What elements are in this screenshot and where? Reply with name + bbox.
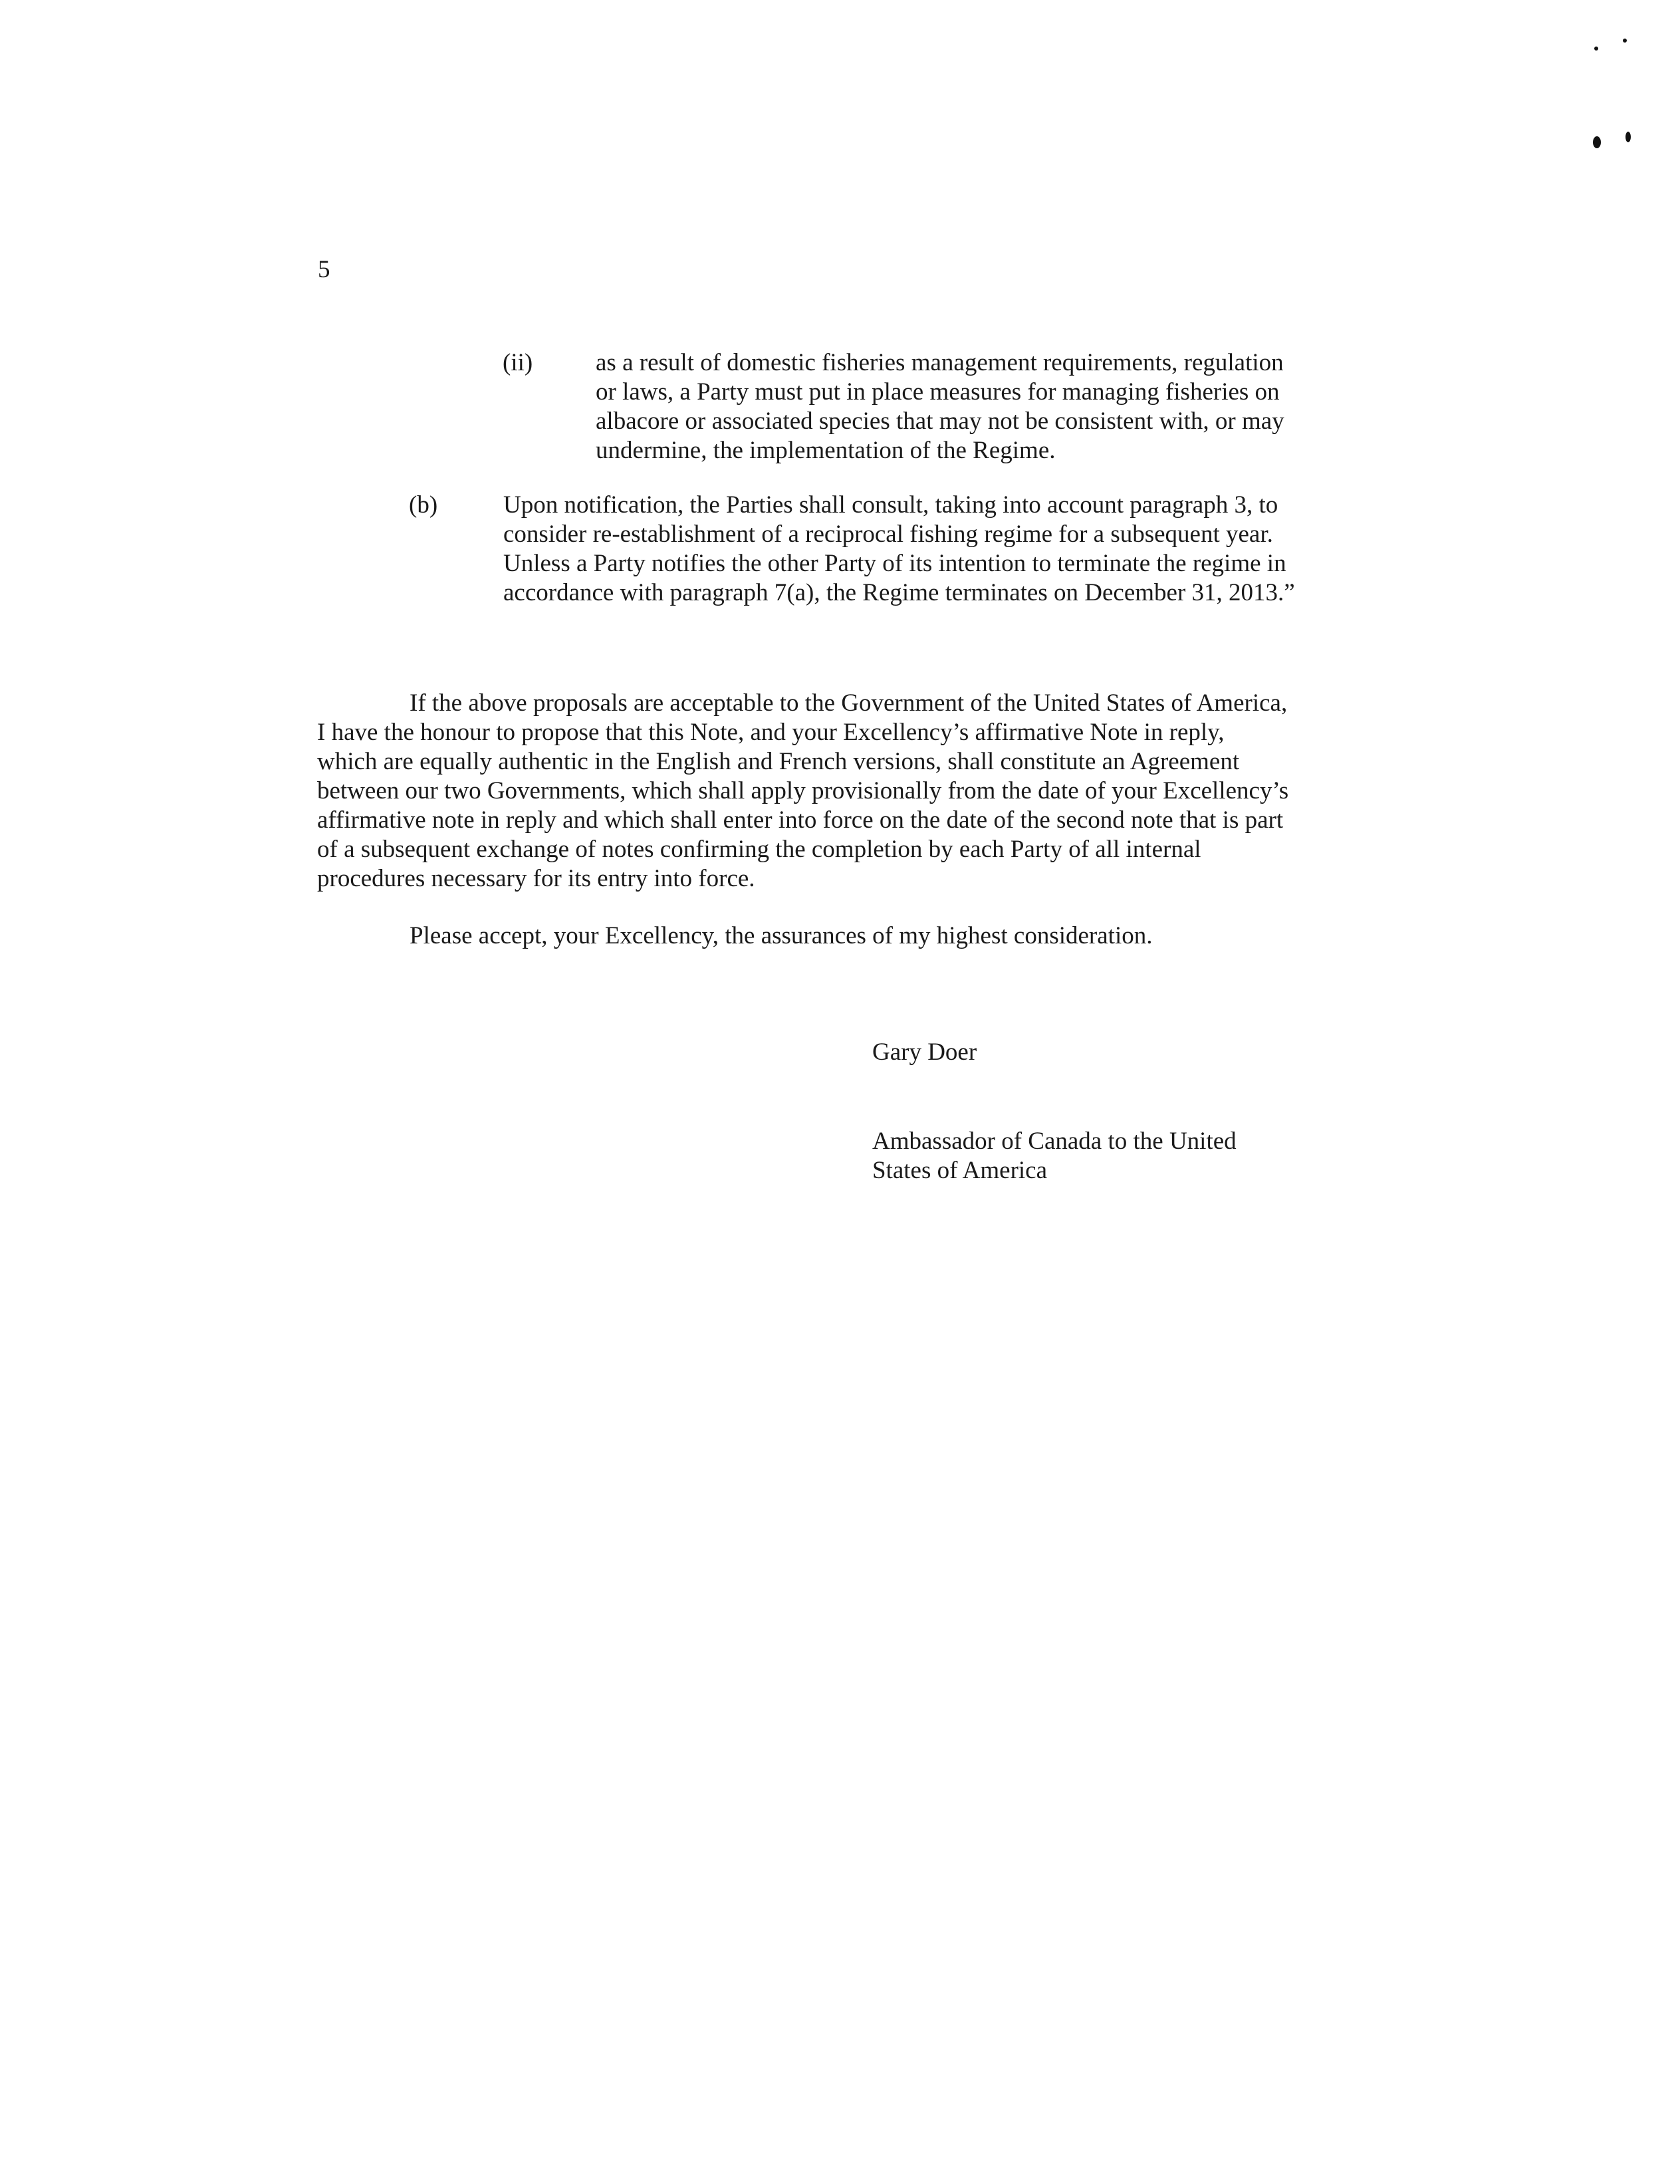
text-line: between our two Governments, which shall apply provisionally from the date of your Excellency’s bbox=[317, 777, 1289, 804]
scan-speck bbox=[1623, 39, 1627, 43]
signatory-title bbox=[872, 1127, 1237, 1185]
main-paragraph bbox=[317, 689, 1354, 894]
list-marker: (b) bbox=[409, 491, 438, 519]
list-item-text bbox=[503, 491, 1381, 608]
scan-speck bbox=[1594, 47, 1598, 51]
text-line: Upon notification, the Parties shall consult, taking into account paragraph 3, to bbox=[503, 491, 1278, 519]
text-line: accordance with paragraph 7(a), the Regime terminates on December 31, 2013.” bbox=[503, 579, 1295, 606]
text-line: which are equally authentic in the English and French versions, shall constitute an Agreement bbox=[317, 748, 1240, 775]
text-line: albacore or associated species that may not be consistent with, or may bbox=[596, 408, 1284, 435]
scan-speck bbox=[1593, 136, 1601, 148]
text-line: or laws, a Party must put in place measures for managing fisheries on bbox=[596, 378, 1280, 406]
text-line: as a result of domestic fisheries management requirements, regulation bbox=[596, 349, 1284, 376]
text-line: undermine, the implementation of the Regime. bbox=[596, 437, 1056, 464]
text-line: Unless a Party notifies the other Party of its intention to terminate the regime in bbox=[503, 550, 1286, 577]
list-item-text bbox=[596, 348, 1367, 465]
text-line: I have the honour to propose that this Note, and your Excellency’s affirmative Note in reply, bbox=[317, 719, 1225, 746]
scan-speck bbox=[1625, 132, 1631, 142]
text-line: procedures necessary for its entry into force. bbox=[317, 865, 755, 892]
text-line: Ambassador of Canada to the United bbox=[872, 1128, 1237, 1155]
page-number: 5 bbox=[318, 256, 330, 283]
text-line: If the above proposals are acceptable to the Government of the United States of America, bbox=[410, 689, 1288, 717]
text-line: affirmative note in reply and which shall enter into force on the date of the second note that is part bbox=[317, 806, 1284, 834]
signatory-name: Gary Doer bbox=[872, 1038, 977, 1066]
text-line: States of America bbox=[872, 1157, 1048, 1184]
text-line: consider re-establishment of a reciprocal fishing regime for a subsequent year. bbox=[503, 521, 1273, 548]
list-marker: (ii) bbox=[503, 349, 533, 376]
closing-sentence: Please accept, your Excellency, the assurances of my highest consideration. bbox=[410, 922, 1153, 949]
text-line: of a subsequent exchange of notes confirming the completion by each Party of all internal bbox=[317, 836, 1201, 863]
